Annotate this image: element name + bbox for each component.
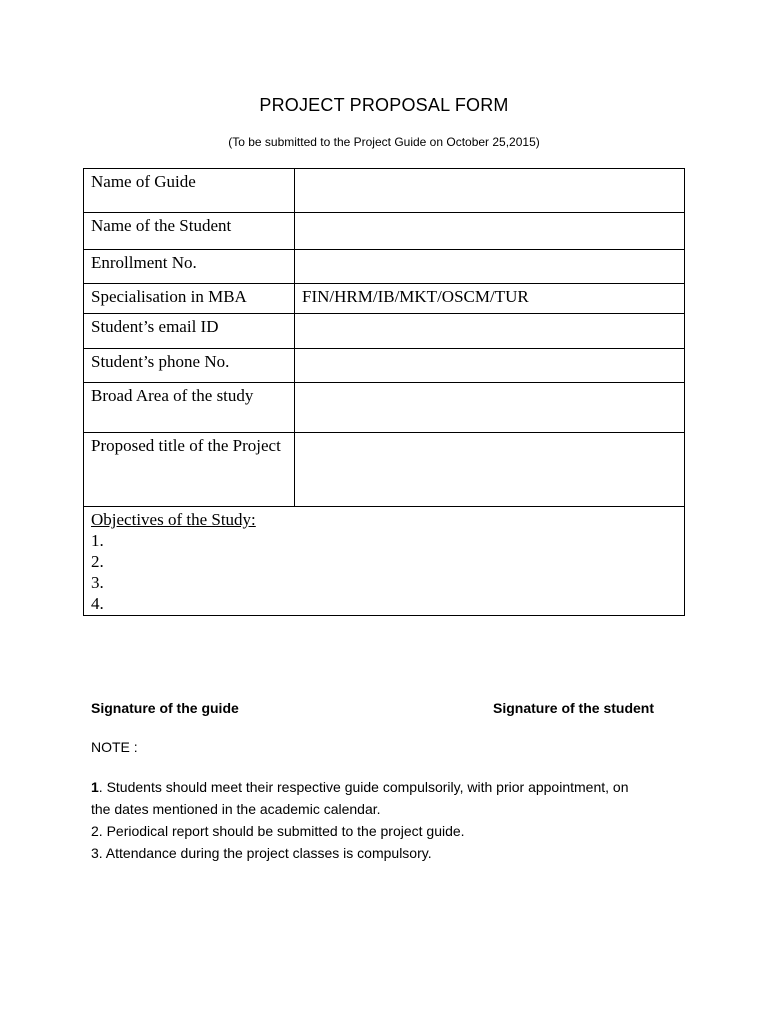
objective-item: 2. <box>91 552 104 571</box>
guide-signature-label: Signature of the guide <box>91 700 239 716</box>
note-text: . Attendance during the project classes is compulsory. <box>98 845 432 861</box>
form-row-broad-area <box>84 383 685 433</box>
note-item <box>91 820 651 842</box>
project-title-field[interactable] <box>295 433 685 507</box>
page-subtitle: (To be submitted to the Project Guide on October 25,2015) <box>228 135 540 149</box>
form-label: Specialisation in MBA <box>84 284 295 314</box>
note-item <box>91 776 651 820</box>
form-row-project-title <box>84 433 685 507</box>
specialisation-field[interactable]: FIN/HRM/IB/MKT/OSCM/TUR <box>295 284 685 314</box>
form-row-email <box>84 314 685 349</box>
note-heading: NOTE : <box>91 739 138 755</box>
form-label: Enrollment No. <box>84 250 295 284</box>
broad-area-field[interactable] <box>295 383 685 433</box>
form-label: Proposed title of the Project <box>84 433 295 507</box>
note-list <box>91 776 651 864</box>
guide-name-field[interactable] <box>295 169 685 213</box>
form-row-guide-name <box>84 169 685 213</box>
form-row-phone <box>84 349 685 383</box>
form-row-enrollment <box>84 250 685 284</box>
note-number: 2 <box>91 823 99 839</box>
student-signature-label: Signature of the student <box>493 700 654 716</box>
objective-item: 3. <box>91 573 104 592</box>
email-field[interactable] <box>295 314 685 349</box>
phone-field[interactable] <box>295 349 685 383</box>
note-item <box>91 842 651 864</box>
form-label: Student’s email ID <box>84 314 295 349</box>
objective-item: 4. <box>91 594 104 613</box>
note-number: 1 <box>91 779 99 795</box>
objectives-heading: Objectives of the Study: <box>91 510 256 529</box>
form-label: Name of Guide <box>84 169 295 213</box>
form-row-objectives <box>84 507 685 616</box>
form-label: Student’s phone No. <box>84 349 295 383</box>
objective-item: 1. <box>91 531 104 550</box>
form-label: Broad Area of the study <box>84 383 295 433</box>
form-label: Name of the Student <box>84 213 295 250</box>
objectives-field[interactable] <box>84 507 685 616</box>
student-name-field[interactable] <box>295 213 685 250</box>
page-title: PROJECT PROPOSAL FORM <box>259 95 509 115</box>
note-text: . Periodical report should be submitted to the project guide. <box>98 823 465 839</box>
form-row-student-name <box>84 213 685 250</box>
proposal-form-table <box>83 168 685 616</box>
enrollment-field[interactable] <box>295 250 685 284</box>
note-number: 3 <box>91 845 99 861</box>
note-text: . Students should meet their respective guide compulsorily, with prior appointment, on the dates mentioned in the academic calendar. <box>91 779 629 817</box>
form-row-specialisation <box>84 284 685 314</box>
